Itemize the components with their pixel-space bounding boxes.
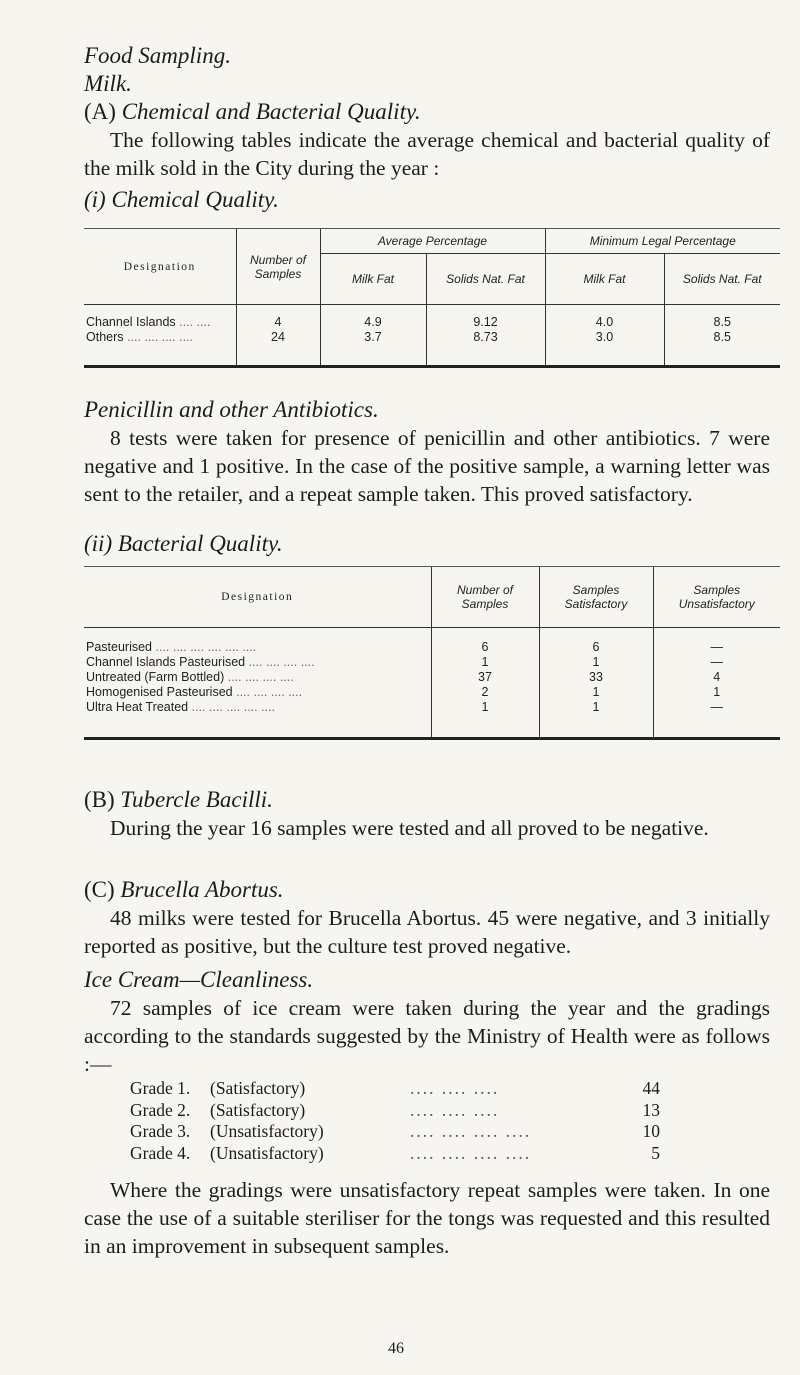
- grade-count: 5: [651, 1142, 660, 1163]
- heading-a: [84, 98, 421, 126]
- t2-row-name: Untreated (Farm Bottled): [86, 670, 225, 684]
- t1-row-dots: .... .... .... ....: [127, 330, 193, 344]
- t1-row-avg-snf: 9.12: [426, 315, 545, 330]
- heading-a-label: (A): [84, 99, 116, 124]
- paragraph-gradings-text: Where the gradings were unsatisfactory repeat samples were taken. In one case the use of a suitable steriliser for the tongs was requested and this resulted in an improvement in subsequent samples.: [84, 1178, 770, 1258]
- bacterial-quality-table: [84, 566, 780, 740]
- t2-row-satisfactory: 33: [539, 670, 653, 685]
- t2-row-satisfactory: 1: [539, 655, 653, 670]
- list-item: [130, 1078, 660, 1100]
- grade-count: 44: [642, 1078, 660, 1098]
- t1-row-name: Channel Islands: [86, 315, 176, 329]
- t2-row-dots: .... .... .... ....: [236, 685, 303, 699]
- heading-brucella: [84, 876, 284, 904]
- t1-row-min-fat: 4.0: [545, 315, 664, 330]
- paragraph-penicillin-text: 8 tests were taken for presence of penicillin and other antibiotics. 7 were negative and 1 positive. In the case of the positive sample, a warning letter was sent to the retailer, and a repeat sample taken. This proved satisfactory.: [84, 426, 770, 506]
- t1-header-min-solids: Solids Nat. Fat: [664, 254, 780, 305]
- grade-desc: (Satisfactory): [210, 1078, 306, 1098]
- t2-row-unsatisfactory: 4: [653, 670, 780, 685]
- t1-header-avg-solids: Solids Nat. Fat: [426, 254, 545, 305]
- t1-row-avg-fat: 3.7: [320, 330, 426, 345]
- grade-count: 13: [642, 1099, 660, 1120]
- paragraph-ice-cream-text: 72 samples of ice cream were taken during the year and the gradings according to the standards suggested by the Ministry of Health were as follows :—: [84, 996, 770, 1076]
- list-item: [130, 1143, 660, 1165]
- paragraph-gradings: [84, 1176, 770, 1260]
- grade-count: 10: [642, 1121, 660, 1141]
- t2-row-unsatisfactory: 1: [653, 685, 780, 700]
- chemical-quality-table: [84, 228, 780, 368]
- heading-c-title: Brucella Abortus.: [120, 877, 284, 902]
- paragraph-intro-text: The following tables indicate the average chemical and bacterial quality of the milk sold in the City during the year :: [84, 128, 770, 180]
- heading-b-title: Tubercle Bacilli.: [120, 787, 273, 812]
- t1-row-min-fat: 3.0: [545, 330, 664, 345]
- heading-ii-title: Bacterial Quality.: [117, 531, 283, 556]
- heading-i-title: Chemical Quality.: [111, 187, 279, 212]
- t2-row-name: Pasteurised: [86, 640, 153, 654]
- t2-row-satisfactory: 1: [539, 685, 653, 700]
- t2-header-designation: Designation: [84, 567, 431, 628]
- t2-row-number: 2: [431, 685, 539, 700]
- heading-penicillin: Penicillin and other Antibiotics.: [84, 397, 379, 422]
- t1-row-number: 24: [236, 330, 320, 345]
- paragraph-tubercle-text: During the year 16 samples were tested and all proved to be negative.: [110, 816, 709, 840]
- heading-bacterial-quality: [84, 530, 283, 558]
- paragraph-tubercle: [84, 814, 770, 842]
- t1-row-number: 4: [236, 315, 320, 330]
- grade-desc: (Satisfactory): [210, 1099, 306, 1120]
- t1-row-avg-snf: 8.73: [426, 330, 545, 345]
- heading-chemical-quality: [84, 186, 279, 214]
- grades-list: [130, 1078, 660, 1164]
- heading-a-title: Chemical and Bacterial Quality.: [121, 99, 421, 124]
- t2-header-satisfactory: Samples Satisfactory: [539, 567, 653, 628]
- paragraph-intro: [84, 126, 770, 182]
- heading-c-label: (C): [84, 877, 115, 902]
- t2-row-number: 6: [431, 640, 539, 655]
- t2-row-unsatisfactory: —: [653, 700, 780, 715]
- table-row: [84, 655, 780, 670]
- grade-label: Grade 4.: [130, 1142, 191, 1163]
- table-row: [84, 330, 780, 345]
- t2-row-dots: .... .... .... ....: [248, 655, 315, 669]
- grade-label: Grade 2.: [130, 1099, 191, 1120]
- table-row: [84, 670, 780, 685]
- t1-header-designation: Designation: [84, 229, 236, 305]
- t2-row-unsatisfactory: —: [653, 655, 780, 670]
- t1-header-avg-milk-fat: Milk Fat: [320, 254, 426, 305]
- t1-header-number: Number of Samples: [236, 229, 320, 305]
- t2-row-number: 1: [431, 700, 539, 715]
- t2-row-name: Homogenised Pasteurised: [86, 685, 233, 699]
- grade-dots: .... .... .... ....: [410, 1142, 532, 1163]
- t2-row-satisfactory: 1: [539, 700, 653, 715]
- t2-row-number: 37: [431, 670, 539, 685]
- table-row: [84, 700, 780, 715]
- table-row: [84, 685, 780, 700]
- t1-row-dots: .... ....: [179, 315, 211, 329]
- heading-ice-cream: Ice Cream—Cleanliness.: [84, 967, 314, 992]
- t2-row-name: Ultra Heat Treated: [86, 700, 189, 714]
- t1-header-average: Average Percentage: [320, 229, 545, 254]
- t1-row-min-snf: 8.5: [664, 315, 780, 330]
- t2-row-satisfactory: 6: [539, 640, 653, 655]
- t1-header-minimum: Minimum Legal Percentage: [545, 229, 780, 254]
- grade-dots: .... .... ....: [410, 1099, 500, 1120]
- grade-desc: (Unsatisfactory): [210, 1121, 324, 1141]
- t2-row-dots: .... .... .... .... ....: [191, 700, 275, 714]
- grade-dots: .... .... ....: [410, 1078, 500, 1098]
- t2-row-dots: .... .... .... .... .... ....: [155, 640, 257, 654]
- page-number: 46: [388, 1340, 404, 1357]
- list-item: [130, 1121, 660, 1143]
- heading-ii-label: (ii): [84, 531, 113, 556]
- grade-desc: (Unsatisfactory): [210, 1142, 324, 1163]
- paragraph-penicillin: [84, 424, 770, 508]
- paragraph-ice-cream: [84, 994, 770, 1078]
- heading-i-label: (i): [84, 187, 106, 212]
- t1-row-name: Others: [86, 330, 124, 344]
- t2-header-number: Number of Samples: [431, 567, 539, 628]
- t2-row-unsatisfactory: —: [653, 640, 780, 655]
- grade-label: Grade 3.: [130, 1121, 191, 1141]
- t2-row-name: Channel Islands Pasteurised: [86, 655, 246, 669]
- table-row: [84, 315, 780, 330]
- t2-row-number: 1: [431, 655, 539, 670]
- paragraph-brucella-text: 48 milks were tested for Brucella Abortus. 45 were negative, and 3 initially reported as positive, but the culture test proved negative.: [84, 906, 770, 958]
- heading-food-sampling: Food Sampling.: [84, 43, 231, 68]
- grade-dots: .... .... .... ....: [410, 1121, 532, 1141]
- t1-row-avg-fat: 4.9: [320, 315, 426, 330]
- grade-label: Grade 1.: [130, 1078, 191, 1098]
- paragraph-brucella: [84, 904, 770, 960]
- list-item: [130, 1100, 660, 1122]
- heading-tubercle: [84, 786, 273, 814]
- t2-header-unsatisfactory: Samples Unsatisfactory: [653, 567, 780, 628]
- table-row: [84, 640, 780, 655]
- t1-header-min-milk-fat: Milk Fat: [545, 254, 664, 305]
- t2-row-dots: .... .... .... ....: [227, 670, 294, 684]
- t1-row-min-snf: 8.5: [664, 330, 780, 345]
- heading-b-label: (B): [84, 787, 115, 812]
- heading-milk: Milk.: [84, 71, 132, 96]
